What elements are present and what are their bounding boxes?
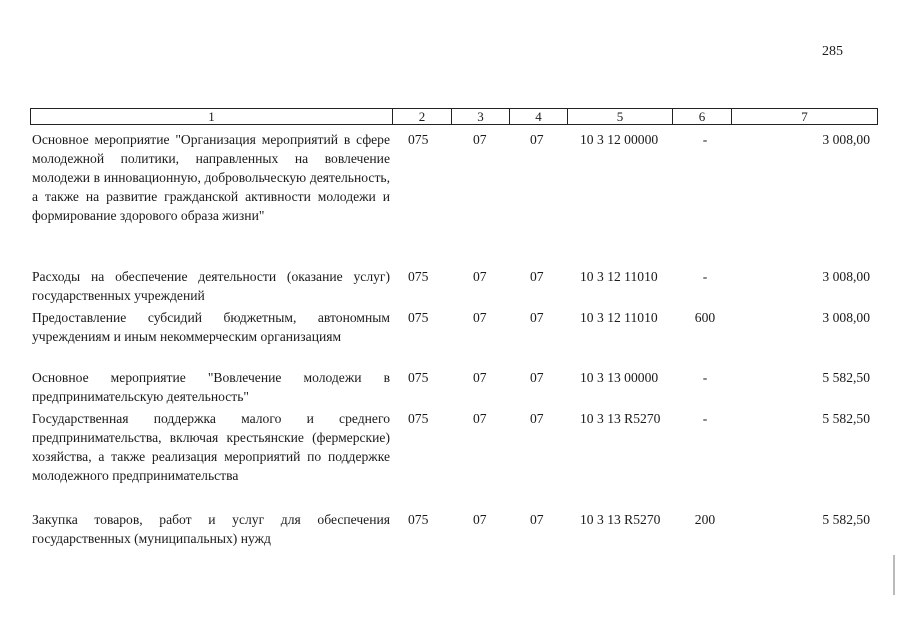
row-target-article: 10 3 12 00000: [580, 132, 659, 147]
row-code-subsection: 07: [530, 132, 544, 147]
header-col-1: 1: [31, 109, 393, 124]
header-col-4: 4: [510, 109, 568, 124]
row-code-admin: 075: [408, 132, 429, 147]
row-target-article: 10 3 12 11010: [580, 310, 658, 325]
row-amount: 5 582,50: [822, 411, 870, 426]
row-amount: 3 008,00: [822, 132, 870, 147]
row-amount: 5 582,50: [822, 512, 870, 527]
row-description: Предоставление субсидий бюджетным, автономным учреждениям и иным некоммерческим организациям: [32, 310, 390, 344]
row-code-subsection: 07: [530, 269, 544, 284]
header-col-6: 6: [673, 109, 732, 124]
row-code-subsection: 07: [530, 512, 544, 527]
row-description: Государственная поддержка малого и среднего предпринимательства, включая крестьянские (фермерские) хозяйства, а также реализация мероприятий по поддержке молодежного предпринимательства: [32, 411, 390, 483]
row-target-article: 10 3 13 R5270: [580, 411, 661, 426]
row-target-article: 10 3 13 00000: [580, 370, 659, 385]
row-expense-type: 200: [694, 512, 716, 527]
row-code-subsection: 07: [530, 310, 544, 325]
row-description: Расходы на обеспечение деятельности (оказание услуг) государственных учреждений: [32, 269, 390, 303]
row-code-admin: 075: [408, 370, 429, 385]
header-col-5: 5: [568, 109, 673, 124]
row-amount: 5 582,50: [822, 370, 870, 385]
row-target-article: 10 3 12 11010: [580, 269, 658, 284]
row-target-article: 10 3 13 R5270: [580, 512, 661, 527]
row-expense-type: -: [702, 370, 708, 385]
row-code-section: 07: [473, 411, 487, 426]
row-expense-type: 600: [694, 310, 716, 325]
scan-edge-mark: [893, 555, 895, 595]
row-code-subsection: 07: [530, 411, 544, 426]
row-code-section: 07: [473, 370, 487, 385]
row-code-section: 07: [473, 310, 487, 325]
row-code-subsection: 07: [530, 370, 544, 385]
row-code-admin: 075: [408, 411, 429, 426]
row-code-section: 07: [473, 512, 487, 527]
header-col-3: 3: [452, 109, 510, 124]
row-amount: 3 008,00: [822, 310, 870, 325]
header-col-7: 7: [801, 109, 808, 124]
row-code-admin: 075: [408, 310, 429, 325]
table-header: [30, 108, 878, 125]
header-col-2: 2: [393, 109, 452, 124]
row-expense-type: -: [702, 411, 708, 426]
row-expense-type: -: [702, 269, 708, 284]
row-expense-type: -: [702, 132, 708, 147]
row-description: Закупка товаров, работ и услуг для обеспечения государственных (муниципальных) нужд: [32, 512, 390, 546]
row-description: Основное мероприятие "Организация мероприятий в сфере молодежной политики, направленных на вовлечение молодежи в инновационную, добровольческую деятельность, а также на развитие гражданской активности молодежи и формирование здорового образа жизни": [32, 132, 390, 223]
row-amount: 3 008,00: [822, 269, 870, 284]
row-code-section: 07: [473, 132, 487, 147]
row-code-admin: 075: [408, 512, 429, 527]
row-code-admin: 075: [408, 269, 429, 284]
row-code-section: 07: [473, 269, 487, 284]
row-description: Основное мероприятие "Вовлечение молодежи в предпринимательскую деятельность": [32, 370, 390, 404]
page-number: 285: [822, 44, 843, 59]
